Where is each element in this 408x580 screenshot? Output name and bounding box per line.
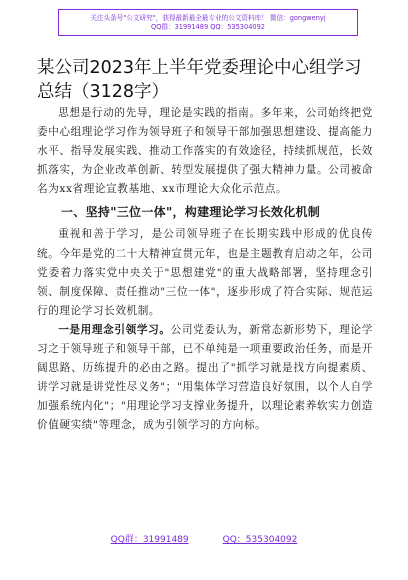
section-1-heading: 一、坚持"三位一体"，构建理论学习长效化机制	[61, 205, 321, 220]
banner-line-1: 关注头条号"公文研究"，获得最新最全最专业的公文资料库！ 微信：gongwenyj	[90, 13, 326, 22]
footer-qq[interactable]: QQ：535304092	[222, 535, 298, 545]
intro-paragraph: 思想是行动的先导，理论是实践的指南。多年来，公司始终把党委中心组理论学习作为领导班子和领导干部加强思想建设、提高能力水平、指导发展实践、推动工作落实的有效途径，持续抓规范，长效抓落实，为企业改革创新、转型发展提供了强大精神力量。公司被命名为xx省理论宣教基地、xx市理论大众化示范点。	[37, 107, 373, 196]
point-1-paragraph	[37, 321, 373, 436]
section-1-paragraph: 重视和善于学习，是公司领导班子在长期实践中形成的优良传统。今年是党的二十大精神宣贯元年，也是主题教育启动之年，公司党委着力落实党中央关于"思想建党"的重大战略部署，坚持理念引领、制度保障、责任推动"三位一体"，逐步形成了符合实际、规范运行的理论学习长效机制。	[37, 228, 373, 317]
footer-qq-group[interactable]: QQ群：31991489	[110, 535, 189, 545]
document-title: 某公司2023年上半年党委理论中心组学习总结（3128字）	[37, 58, 362, 102]
document-body	[37, 104, 373, 436]
header-banner	[58, 9, 358, 36]
banner-line-2: QQ群：31991489 QQ：535304092	[151, 22, 265, 31]
footer-contacts	[0, 532, 408, 548]
point-1-lead: 一是用理念引领学习。	[58, 323, 171, 336]
point-1-text: 公司党委认为，新常态新形势下，理论学习之于领导班子和领导干部，已不单纯是一项重要政治任务，而是开阔思路、历练提升的必由之路。提出了"抓学习就是找方向提素质、讲学习就是讲党性尽义务"；"用集体学习营造良好氛围，以个人自学加强系统内化"；"用理论学习支撑业务提升，以理论素养软实力创造价值硬实绩"等理念，成为引领学习的方向标。	[37, 323, 373, 432]
